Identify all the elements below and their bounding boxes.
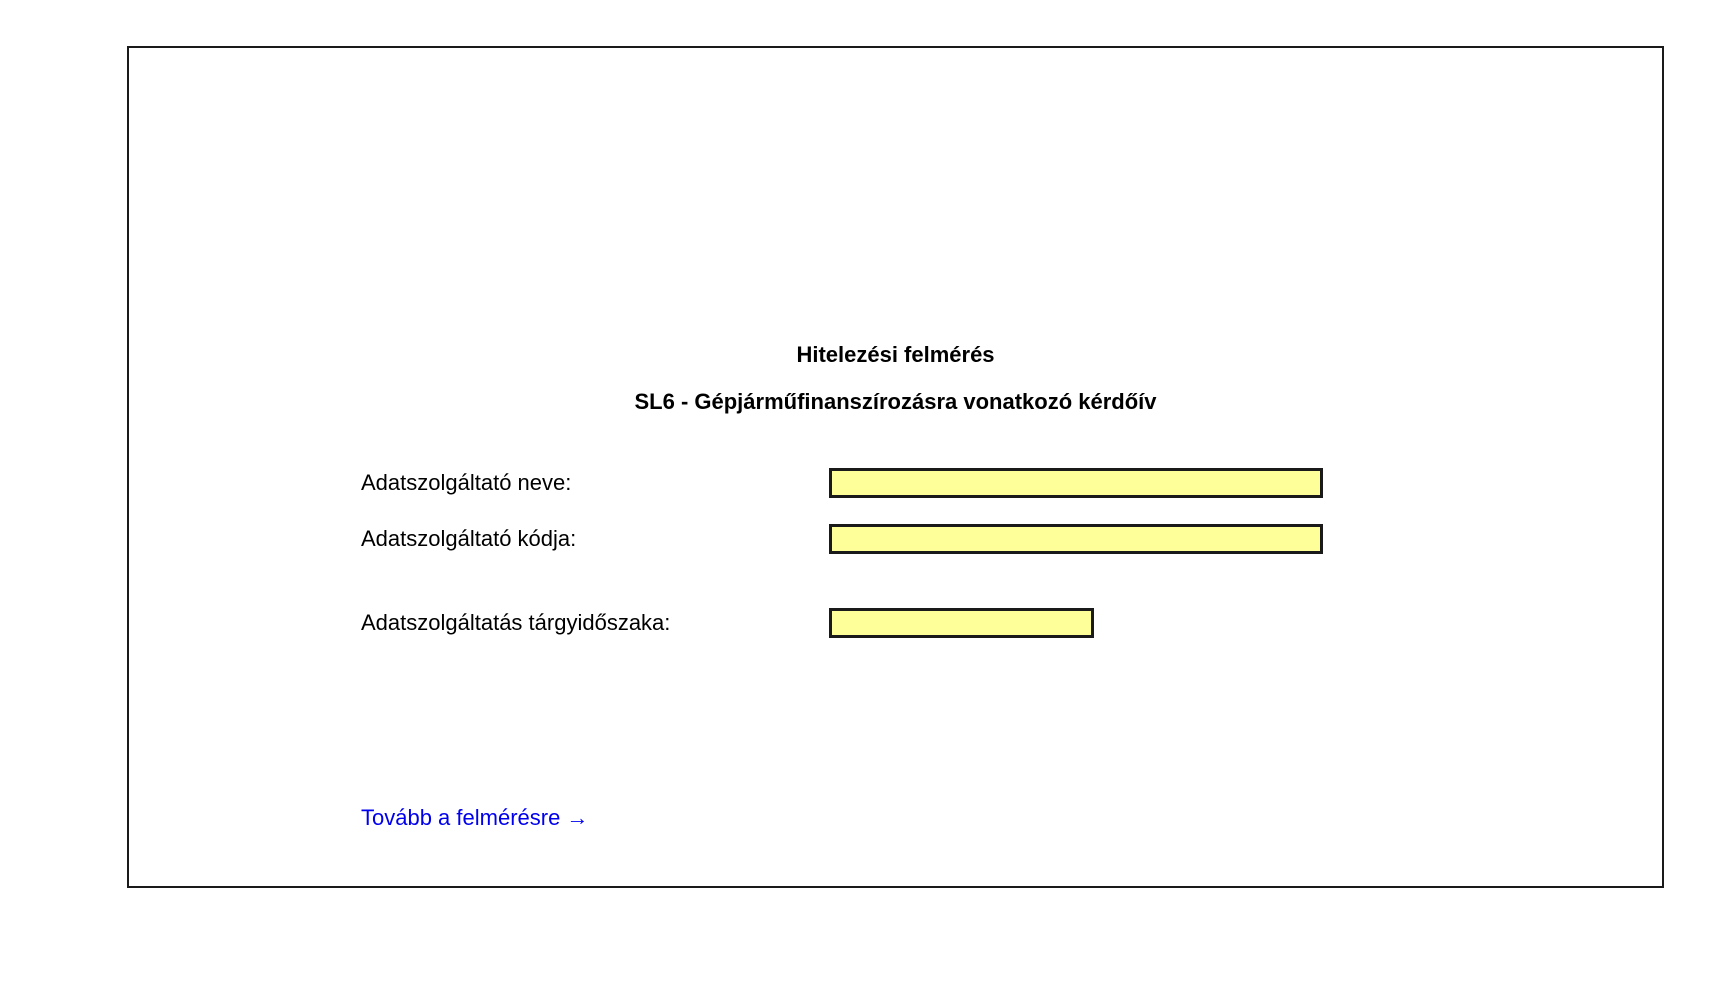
provider-code-input[interactable] [829, 524, 1323, 554]
provider-name-input[interactable] [829, 468, 1323, 498]
page-title: Hitelezési felmérés [796, 342, 995, 367]
page-subtitle: SL6 - Gépjárműfinanszírozásra vonatkozó kérdőív [634, 389, 1157, 414]
provider-name-label: Adatszolgáltató neve: [361, 470, 572, 495]
continue-to-survey-link[interactable]: Tovább a felmérésre → [361, 805, 589, 830]
provider-code-label: Adatszolgáltató kódja: [361, 526, 577, 551]
reporting-period-input[interactable] [829, 608, 1094, 638]
reporting-period-label: Adatszolgáltatás tárgyidőszaka: [361, 610, 671, 635]
survey-cover-sheet [127, 46, 1664, 888]
